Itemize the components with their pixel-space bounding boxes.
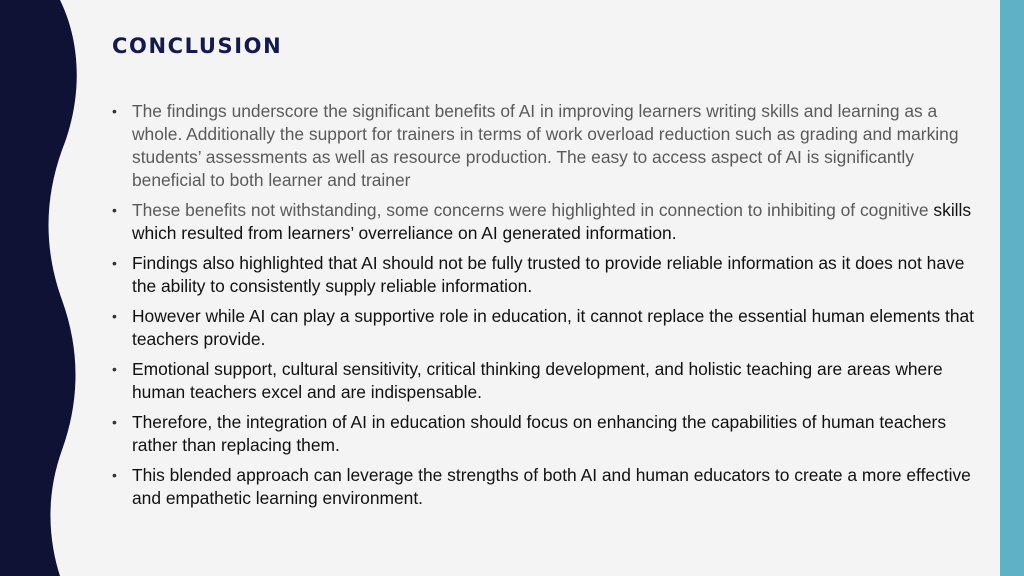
bullet-item-2 [112, 199, 982, 245]
bullet-list [112, 100, 982, 517]
bullet-2-text-grey: These benefits not withstanding, some concerns were highlighted in connection to inhibiting of cognitive [132, 200, 934, 220]
bullet-4-text: However while AI can play a supportive role in education, it cannot replace the essential human elements that teachers provide. [132, 306, 975, 349]
bullet-item-6 [112, 411, 982, 457]
slide-title: CONCLUSION [112, 34, 283, 58]
bullet-item-4 [112, 305, 982, 351]
left-wave-shape [0, 0, 77, 576]
bullet-item-5 [112, 358, 982, 404]
bullet-1-text: The findings underscore the significant benefits of AI in improving learners writing skills and learning as a whole. Additionally the support for trainers in terms of work overload reduction such as grading and marking students’ assessments as well as resource production. The easy to access aspect of AI is significantly beneficial to both learner and trainer [132, 101, 959, 190]
bullet-7-text: This blended approach can leverage the strengths of both AI and human educators to create a more effective and empathetic learning environment. [132, 465, 971, 508]
bullet-3-text: Findings also highlighted that AI should not be fully trusted to provide reliable information as it does not have the ability to consistently supply reliable information. [132, 253, 965, 296]
bullet-item-3 [112, 252, 982, 298]
bullet-5-text: Emotional support, cultural sensitivity, critical thinking development, and holistic teaching are areas where human teachers excel and are indispensable. [132, 359, 943, 402]
bullet-item-1 [112, 100, 982, 192]
bullet-item-7 [112, 464, 982, 510]
right-accent-stripe [1000, 0, 1024, 576]
bullet-2-text-dark: skills which resulted from learners’ overreliance on AI generated information. [132, 200, 972, 243]
bullet-6-text: Therefore, the integration of AI in education should focus on enhancing the capabilities of human teachers rather than replacing them. [132, 412, 947, 455]
left-wave-band [0, 0, 80, 576]
